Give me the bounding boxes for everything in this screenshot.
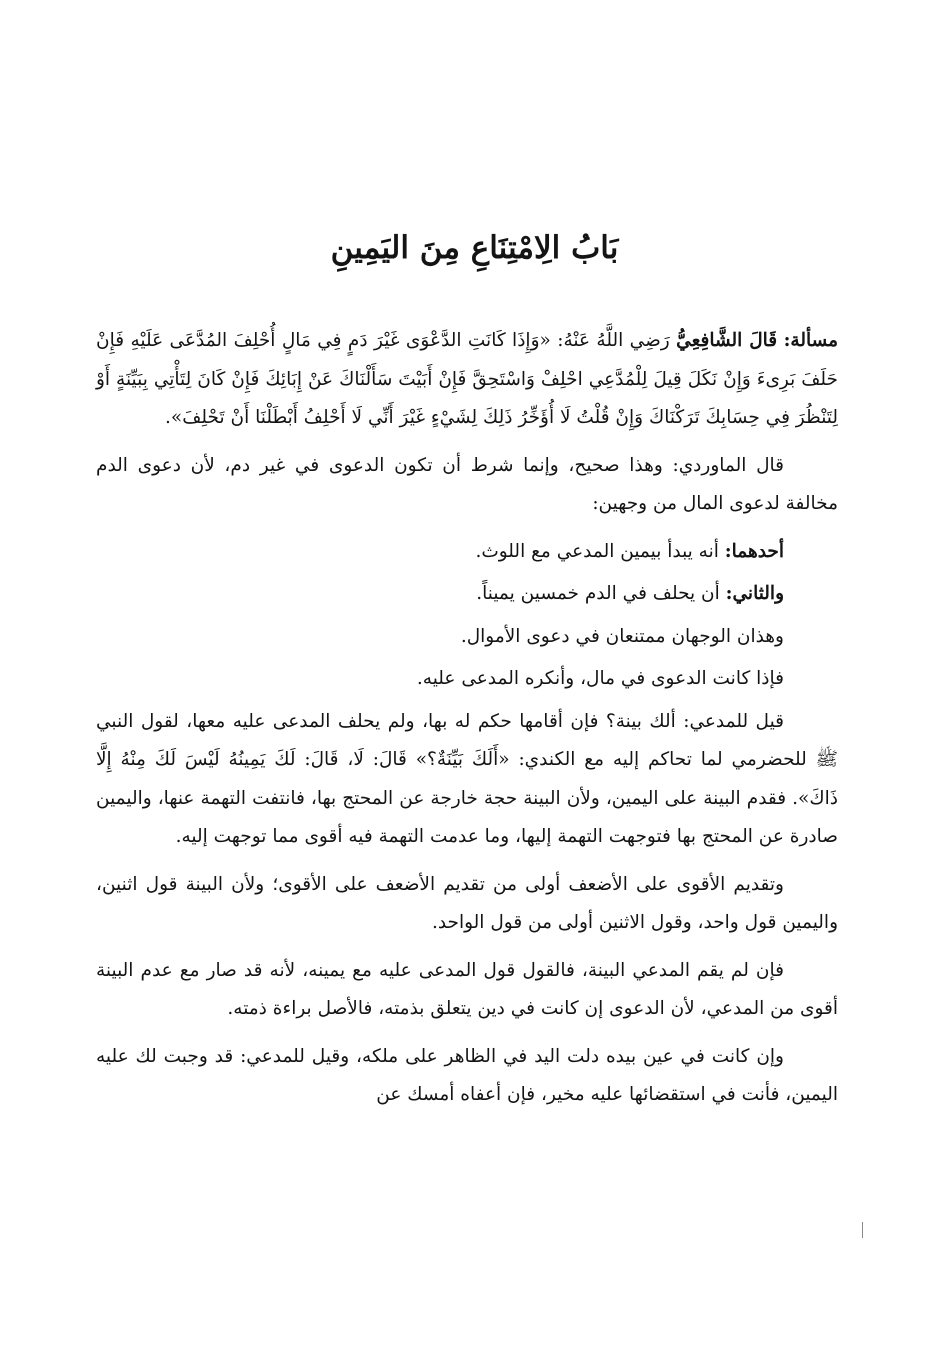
masala-honorific: رَضِي اللَّهُ عَنْهُ:: [557, 330, 670, 351]
paragraph-possession: وإن كانت في عين بيده دلت اليد في الظاهر على ملكه، وقيل للمدعي: قد وجبت لك عليه اليمين، فأنت في استقضائها عليه مخير، فإن أعفاه أمسك عن: [96, 1045, 838, 1105]
paragraph-money-claim: فإذا كانت الدعوى في مال، وأنكره المدعى عليه.: [416, 668, 784, 689]
paragraph-mawardi: قال الماوردي: وهذا صحيح، وإنما شرط أن تكون الدعوى في غير دم، لأن دعوى الدم مخالفة لدعوى المال من وجهين:: [96, 454, 838, 514]
second-aspect-text: أن يحلف في الدم خمسين يميناً.: [476, 583, 720, 604]
masala-author: قَالَ الشَّافِعِيُّ: [676, 330, 778, 351]
paragraph-stronger: وتقديم الأقوى على الأضعف أولى من تقديم الأضعف على الأقوى؛ ولأن البينة قول اثنين، واليمين قول واحد، وقول الاثنين أولى من قول الواحد.: [96, 873, 838, 933]
masala-label: مسألة:: [783, 330, 839, 351]
margin-mark: [862, 1222, 863, 1238]
first-aspect-label: أحدهما:: [724, 540, 784, 562]
chapter-title: بَابُ الِامْتِنَاعِ مِنَ اليَمِينِ: [330, 230, 619, 266]
masala-paragraph: [96, 322, 838, 438]
masala-quote: «وَإِذَا كَانَتِ الدَّعْوَى غَيْرَ دَمٍ فِي مَالٍ أُحْلِفَ المُدَّعَى عَلَيْهِ فَإِنْ حَلَفَ بَرِىءَ وَإِنْ نَكَلَ قِيلَ لِلْمُدَّعِي احْلِفْ وَاسْتَحِقَّ فَإِنْ أَبَيْتَ سَأَلْنَاكَ عَنْ إِبَائِكَ فَإِنْ كَانَ لِتَأْتِي بِبَيِّنَةٍ أَوْ لِتَنْظُرَ فِي حِسَابِكَ تَرَكْنَاكَ وَإِنْ قُلْتُ لَا أُؤَخِّرُ ذَلِكَ لِشَيْءٍ غَيْرَ أَنِّي لَا أَحْلِفُ أَبْطَلْنَا أَنْ تَحْلِفَ».: [96, 330, 838, 428]
paragraph-second-aspect: [96, 575, 838, 614]
paragraph-evidence: قيل للمدعي: ألك بينة؟ فإن أقامها حكم له بها، ولم يحلف المدعى عليه معها، لقول النبي ﷺ للحضرمي لما تحاكم إليه مع الكندي: «أَلَكَ بَيِّنَةٌ؟» قَالَ: لَا، قَالَ: لَكَ يَمِينُهُ لَيْسَ لَكَ مِنْهُ إِلَّا ذَاكَ». فقدم البينة على اليمين، ولأن البينة حجة خارجة عن المحتج بها، فانتفت التهمة عنها، واليمين صادرة عن المحتج بها فتوجهت التهمة إليها، وما عدمت التهمة فيه أقوى مما توجهت إليه.: [96, 710, 838, 847]
paragraph-two-aspects: وهذان الوجهان ممتنعان في دعوى الأموال.: [460, 625, 784, 647]
paragraph-first-aspect: [96, 533, 838, 572]
paragraph-no-evidence: فإن لم يقم المدعي البينة، فالقول قول المدعى عليه مع يمينه، لأنه قد صار مع عدم البينة أقوى من المدعي، لأن الدعوى إن كانت في دين يتعلق بذمته، فالأصل براءة ذمته.: [96, 959, 838, 1019]
first-aspect-text: أنه يبدأ بيمين المدعي مع اللوث.: [475, 540, 719, 562]
page-body: [96, 322, 838, 1124]
second-aspect-label: والثاني:: [725, 583, 784, 604]
